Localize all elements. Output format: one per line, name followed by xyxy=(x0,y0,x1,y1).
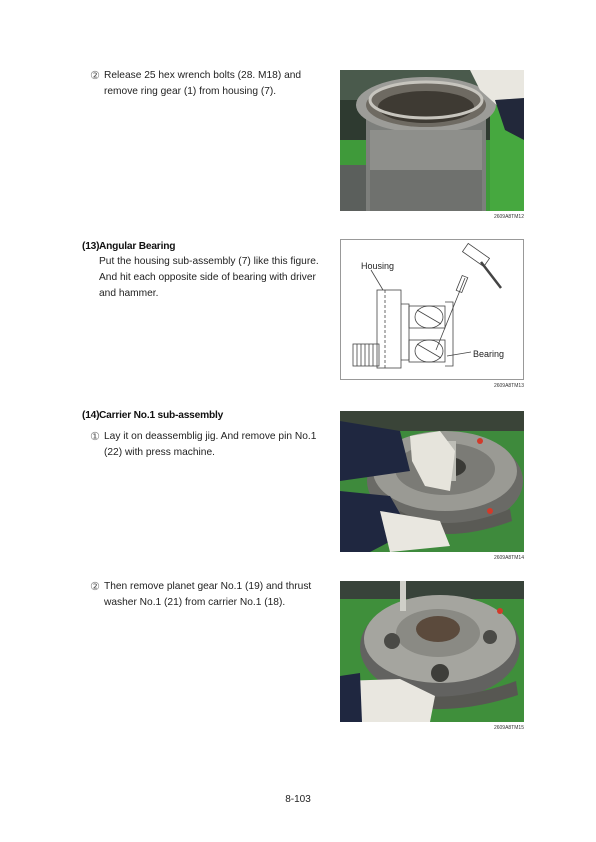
section-number: (14) xyxy=(82,410,100,421)
section-number: (13) xyxy=(82,241,100,252)
page-number: 8-103 xyxy=(285,794,311,805)
housing-label: Housing xyxy=(361,261,395,271)
section-text-line: And hit each opposite side of bearing with driver xyxy=(99,272,316,283)
step-text-line: Then remove planet gear No.1 (19) and thrust xyxy=(104,581,312,592)
step-marker: ① xyxy=(90,431,100,443)
figure-caption: 2609A8TM12 xyxy=(493,214,524,220)
step-text-line: Lay it on deassemblig jig. And remove pin No.1 xyxy=(104,431,317,442)
step-text-line: (22) with press machine. xyxy=(104,447,215,458)
carrier-press-photo xyxy=(340,411,524,552)
step-text-line: remove ring gear (1) from housing (7). xyxy=(104,86,277,97)
bearing-label: Bearing xyxy=(473,349,505,359)
step-text-line: washer No.1 (21) from carrier No.1 (18). xyxy=(104,597,286,608)
step-marker: ② xyxy=(90,70,100,82)
bearing-diagram xyxy=(340,239,524,380)
figure-caption: 2609A8TM15 xyxy=(493,725,524,731)
figure-caption: 2609A8TM14 xyxy=(493,555,524,561)
section-text-line: and hammer. xyxy=(99,288,159,299)
step-marker: ② xyxy=(90,581,100,593)
figure-caption: 2609A8TM13 xyxy=(493,383,524,389)
ring-gear-photo xyxy=(340,70,524,211)
section-title: Angular Bearing xyxy=(99,241,176,252)
planet-gear-photo xyxy=(340,581,524,722)
section-text-line: Put the housing sub-assembly (7) like this figure. xyxy=(99,256,319,267)
step-text-line: Release 25 hex wrench bolts (28. M18) and xyxy=(104,70,302,81)
section-title: Carrier No.1 sub-assembly xyxy=(99,410,224,421)
